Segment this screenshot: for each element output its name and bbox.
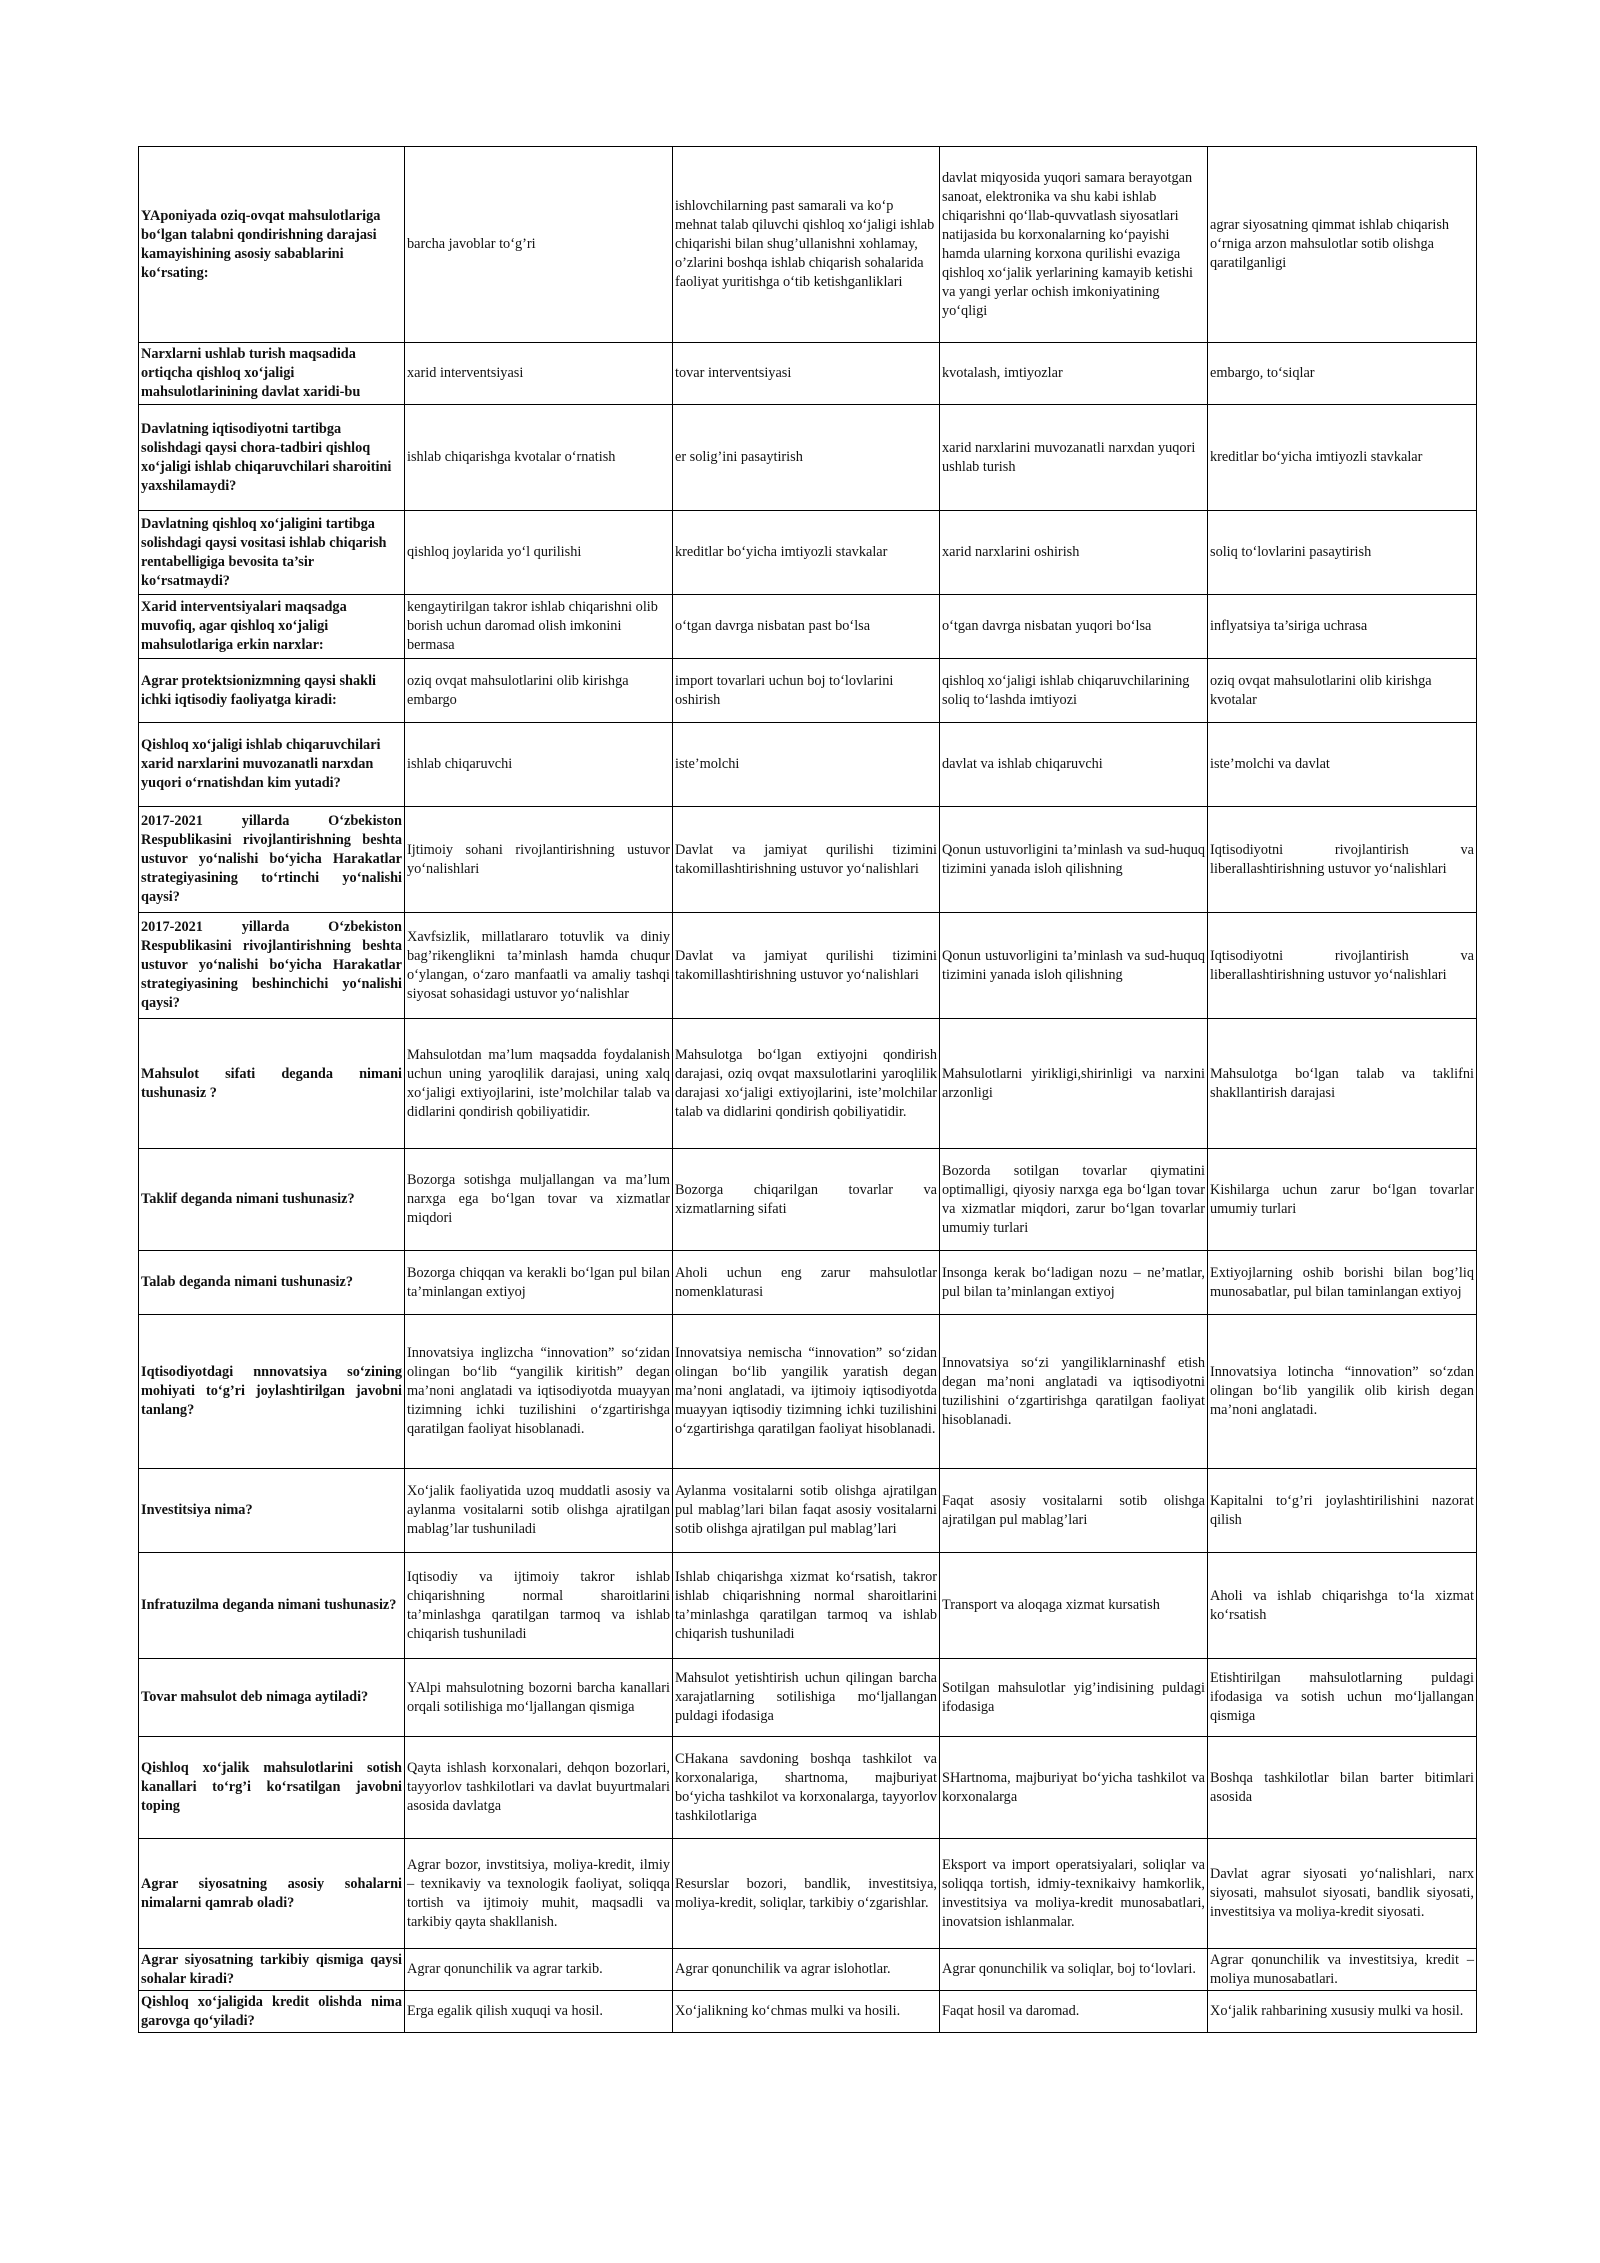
answer-cell: Transport va aloqaga xizmat kursatish <box>940 1553 1208 1659</box>
answer-cell: inflyatsiya ta’siriga uchrasa <box>1208 595 1477 659</box>
table-row <box>139 913 1477 1019</box>
answer-cell: embargo, to‘siqlar <box>1208 343 1477 405</box>
answer-cell: Mahsulotga bo‘lgan talab va taklifni shakllantirish darajasi <box>1208 1019 1477 1149</box>
answer-cell: Agrar qonunchilik va agrar islohotlar. <box>673 1949 940 1991</box>
answer-cell: Qayta ishlash korxonalari, dehqon bozorlari, tayyorlov tashkilotlari va davlat buyurtmalari asosida davlatga <box>405 1737 673 1839</box>
table-row <box>139 1251 1477 1315</box>
answer-cell: Innovatsiya lotincha “innovation” so‘zdan olingan bo‘lib yangilik olib kirish degan ma’noni anglatadi. <box>1208 1315 1477 1469</box>
question-cell: Qishloq xo‘jaligi ishlab chiqaruvchilari xarid narxlarini muvozanatli narxdan yuqori o‘rnatishdan kim yutadi? <box>139 723 405 807</box>
question-cell: Investitsiya nima? <box>139 1469 405 1553</box>
table-row <box>139 405 1477 511</box>
answer-cell: xarid narxlarini oshirish <box>940 511 1208 595</box>
answer-cell: Faqat asosiy vositalarni sotib olishga ajratilgan pul mablag’lari <box>940 1469 1208 1553</box>
answer-cell: iste’molchi va davlat <box>1208 723 1477 807</box>
answer-cell: Xo‘jalik faoliyatida uzoq muddatli asosiy va aylanma vositalarni sotib olishga ajratilgan mablag’lar tushuniladi <box>405 1469 673 1553</box>
answer-cell: kreditlar bo‘yicha imtiyozli stavkalar <box>673 511 940 595</box>
answer-cell: kengaytirilgan takror ishlab chiqarishni olib borish uchun daromad olish imkonini bermasa <box>405 595 673 659</box>
question-cell: 2017-2021 yillarda O‘zbekiston Respublikasini rivojlantirishning beshta ustuvor yo‘nalishi bo‘yicha Harakatlar strategiyasining beshinchichi yo‘nalishi qaysi? <box>139 913 405 1019</box>
answer-cell: oziq ovqat mahsulotlarini olib kirishga embargo <box>405 659 673 723</box>
answer-cell: qishloq xo‘jaligi ishlab chiqaruvchilarining soliq to‘lashda imtiyozi <box>940 659 1208 723</box>
answer-cell: Agrar qonunchilik va soliqlar, boj to‘lovlari. <box>940 1949 1208 1991</box>
answer-cell: Mahsulotga bo‘lgan extiyojni qondirish darajasi, oziq ovqat maxsulotlarini yaroqlilik darajasi xo‘jaligi extiyojlarini, iste’molchilar talab va didlarini qondirish qobiliyatidir. <box>673 1019 940 1149</box>
answer-cell: Innovatsiya inglizcha “innovation” so‘zidan olingan bo‘lib “yangilik kiritish” degan ma’noni anglatadi va iqtisodiyotda muayyan tizimning ichki tuzilishini o‘zgartirishga qaratilgan faoliyat hisoblanadi. <box>405 1315 673 1469</box>
table-row <box>139 723 1477 807</box>
answer-cell: Kishilarga uchun zarur bo‘lgan tovarlar umumiy turlari <box>1208 1149 1477 1251</box>
answer-cell: Insonga kerak bo‘ladigan nozu – ne’matlar, pul bilan ta’minlangan extiyoj <box>940 1251 1208 1315</box>
table-row <box>139 595 1477 659</box>
table-row <box>139 807 1477 913</box>
answer-cell: Agrar qonunchilik va agrar tarkib. <box>405 1949 673 1991</box>
question-cell: YAponiyada oziq-ovqat mahsulotlariga bo‘lgan talabni qondirishning darajasi kamayishining asosiy sabablarini ko‘rsating: <box>139 147 405 343</box>
answer-cell: o‘tgan davrga nisbatan past bo‘lsa <box>673 595 940 659</box>
table-row <box>139 1949 1477 1991</box>
answer-cell: Aylanma vositalarni sotib olishga ajratilgan pul mablag’lari bilan faqat asosiy vositalarni sotib olishga ajratilgan pul mablag’lari <box>673 1469 940 1553</box>
answer-cell: Eksport va import operatsiyalari, soliqlar va soliqqa tortish, idmiy-texnikaivy hamkorlik, investitsiya va moliya-kredit munosabatlari, inovatsion ishlanmalar. <box>940 1839 1208 1949</box>
answer-cell: Sotilgan mahsulotlar yig’indisining puldagi ifodasiga <box>940 1659 1208 1737</box>
table-row <box>139 511 1477 595</box>
question-cell: Agrar protektsionizmning qaysi shakli ichki iqtisodiy faoliyatga kiradi: <box>139 659 405 723</box>
answer-cell: Agrar qonunchilik va investitsiya, kredit – moliya munosabatlari. <box>1208 1949 1477 1991</box>
table-row <box>139 1019 1477 1149</box>
question-cell: Iqtisodiyotdagi nnnovatsiya so‘zining mohiyati to‘g’ri joylashtirilgan javobni tanlang? <box>139 1315 405 1469</box>
table-row <box>139 1553 1477 1659</box>
question-cell: Qishloq xo‘jaligida kredit olishda nima garovga qo‘yiladi? <box>139 1991 405 2033</box>
answer-cell: Kapitalni to‘g’ri joylashtirilishini nazorat qilish <box>1208 1469 1477 1553</box>
answer-cell: Aholi va ishlab chiqarishga to‘la xizmat ko‘rsatish <box>1208 1553 1477 1659</box>
answer-cell: YAlpi mahsulotning bozorni barcha kanallari orqali sotilishiga mo‘ljallangan qismiga <box>405 1659 673 1737</box>
question-cell: Qishloq xo‘jalik mahsulotlarini sotish kanallari to‘rg’i ko‘rsatilgan javobni toping <box>139 1737 405 1839</box>
table-row <box>139 147 1477 343</box>
answer-cell: Xavfsizlik, millatlararo totuvlik va diniy bag’rikenglikni ta’minlash hamda chuqur o‘ylangan, o‘zaro manfaatli va amaliy tashqi siyosat sohasidagi ustuvor yo‘nalishlar <box>405 913 673 1019</box>
answer-cell: Erga egalik qilish xuquqi va hosil. <box>405 1991 673 2033</box>
answer-cell: Mahsulotlarni yirikligi,shirinligi va narxini arzonligi <box>940 1019 1208 1149</box>
table-row <box>139 1659 1477 1737</box>
answer-cell: Bozorda sotilgan tovarlar qiymatini optimalligi, qiyosiy narxga ega bo‘lgan tovar va xizmatlar miqdori, zarur bo‘lgan tovarlar umumiy turlari <box>940 1149 1208 1251</box>
question-cell: 2017-2021 yillarda O‘zbekiston Respublikasini rivojlantirishning beshta ustuvor yo‘nalishi bo‘yicha Harakatlar strategiyasining to‘rtinchi yo‘nalishi qaysi? <box>139 807 405 913</box>
answer-cell: Extiyojlarning oshib borishi bilan bog’liq munosabatlar, pul bilan taminlangan extiyoj <box>1208 1251 1477 1315</box>
table-row <box>139 1469 1477 1553</box>
answer-cell: CHakana savdoning boshqa tashkilot va korxonalariga, shartnoma, majburiyat bo‘yicha tashkilot va korxonalarga, tayyorlov tashkilotlariga <box>673 1737 940 1839</box>
answer-cell: o‘tgan davrga nisbatan yuqori bo‘lsa <box>940 595 1208 659</box>
answer-cell: Agrar bozor, invstitsiya, moliya-kredit, ilmiy – texnikaviy va texnologik faoliyat, soliqqa tortish va ijtimoiy muhit, maqsadli va tarkibiy qayta shakllanish. <box>405 1839 673 1949</box>
question-cell: Davlatning iqtisodiyotni tartibga solishdagi qaysi chora-tadbiri qishloq xo‘jaligi ishlab chiqaruvchilari sharoitini yaxshilamaydi? <box>139 405 405 511</box>
answer-cell: davlat va ishlab chiqaruvchi <box>940 723 1208 807</box>
document-page <box>138 146 1476 2033</box>
answer-cell: Bozorga chiqqan va kerakli bo‘lgan pul bilan ta’minlangan extiyoj <box>405 1251 673 1315</box>
answer-cell: Davlat va jamiyat qurilishi tizimini takomillashtirishning ustuvor yo‘nalishlari <box>673 807 940 913</box>
answer-cell: xarid narxlarini muvozanatli narxdan yuqori ushlab turish <box>940 405 1208 511</box>
answer-cell: ishlab chiqaruvchi <box>405 723 673 807</box>
question-cell: Agrar siyosatning asosiy sohalarni nimalarni qamrab oladi? <box>139 1839 405 1949</box>
question-cell: Tovar mahsulot deb nimaga aytiladi? <box>139 1659 405 1737</box>
table-row <box>139 343 1477 405</box>
answer-cell: Xo‘jalik rahbarining xususiy mulki va hosil. <box>1208 1991 1477 2033</box>
answer-cell: davlat miqyosida yuqori samara berayotgan sanoat, elektronika va shu kabi ishlab chiqarishni qo‘llab-quvvatlash siyosatlari natijasida bu korxonalarning ko‘payishi hamda ularning korxona qurilishi evaziga qishloq xo‘jalik yerlarining kamayib ketishi va yangi yerlar ochish imkoniyatining yo‘qligi <box>940 147 1208 343</box>
answer-cell: ishlovchilarning past samarali va ko‘p mehnat talab qiluvchi qishloq xo‘jaligi ishlab chiqarishi bilan shug’ullanishni xohlamay, o’zlarini boshqa ishlab chiqarish sohalarida faoliyat yuritishga o‘tib ketishganliklari <box>673 147 940 343</box>
answer-cell: Qonun ustuvorligini ta’minlash va sud-huquq tizimini yanada isloh qilishning <box>940 913 1208 1019</box>
question-cell: Narxlarni ushlab turish maqsadida ortiqcha qishloq xo‘jaligi mahsulotlarinining davlat xaridi-bu <box>139 343 405 405</box>
question-cell: Taklif deganda nimani tushunasiz? <box>139 1149 405 1251</box>
answer-cell: Boshqa tashkilotlar bilan barter bitimlari asosida <box>1208 1737 1477 1839</box>
question-cell: Infratuzilma deganda nimani tushunasiz? <box>139 1553 405 1659</box>
answer-cell: Aholi uchun eng zarur mahsulotlar nomenklaturasi <box>673 1251 940 1315</box>
answer-cell: xarid interventsiyasi <box>405 343 673 405</box>
question-cell: Davlatning qishloq xo‘jaligini tartibga solishdagi qaysi vositasi ishlab chiqarish rentabelligiga bevosita ta’sir ko‘rsatmaydi? <box>139 511 405 595</box>
answer-cell: tovar interventsiyasi <box>673 343 940 405</box>
question-cell: Xarid interventsiyalari maqsadga muvofiq, agar qishloq xo‘jaligi mahsulotlariga erkin narxlar: <box>139 595 405 659</box>
answer-cell: Ijtimoiy sohani rivojlantirishning ustuvor yo‘nalishlari <box>405 807 673 913</box>
table-row <box>139 1839 1477 1949</box>
table-row <box>139 1991 1477 2033</box>
answer-cell: er solig’ini pasaytirish <box>673 405 940 511</box>
answer-cell: Mahsulot yetishtirish uchun qilingan barcha xarajatlarning sotilishiga mo‘ljallangan puldagi ifodasiga <box>673 1659 940 1737</box>
answer-cell: Bozorga sotishga muljallangan va ma’lum narxga ega bo‘lgan tovar va xizmatlar miqdori <box>405 1149 673 1251</box>
answer-cell: iste’molchi <box>673 723 940 807</box>
answer-cell: Innovatsiya nemischa “innovation” so‘zidan olingan bo‘lib yangilik yaratish degan ma’noni anglatadi, va ijtimoiy iqtisodiyotda muayyan iqtisodiy tizimning ichki tuzilishini o‘zgartirishga qaratilgan faoliyat hisoblanadi. <box>673 1315 940 1469</box>
answer-cell: Xo‘jalikning ko‘chmas mulki va hosili. <box>673 1991 940 2033</box>
answer-cell: Iqtisodiyotni rivojlantirish va liberallashtirishning ustuvor yo‘nalishlari <box>1208 807 1477 913</box>
answer-cell: SHartnoma, majburiyat bo‘yicha tashkilot va korxonalarga <box>940 1737 1208 1839</box>
table-row <box>139 1737 1477 1839</box>
answer-cell: Bozorga chiqarilgan tovarlar va xizmatlarning sifati <box>673 1149 940 1251</box>
answer-cell: Innovatsiya so‘zi yangiliklarninashf etish degan ma’noni anglatadi va iqtisodiyotni tuzilishini o‘zgartirishga qaratilgan faoliyat hisoblanadi. <box>940 1315 1208 1469</box>
answer-cell: Faqat hosil va daromad. <box>940 1991 1208 2033</box>
answer-cell: import tovarlari uchun boj to‘lovlarini oshirish <box>673 659 940 723</box>
question-cell: Agrar siyosatning tarkibiy qismiga qaysi sohalar kiradi? <box>139 1949 405 1991</box>
answer-cell: kreditlar bo‘yicha imtiyozli stavkalar <box>1208 405 1477 511</box>
answer-cell: Ishlab chiqarishga xizmat ko‘rsatish, takror ishlab chiqarishning normal sharoitlarini ta’minlashga qaratilgan tarmoq va ishlab chiqarish tushuniladi <box>673 1553 940 1659</box>
answer-cell: barcha javoblar to‘g’ri <box>405 147 673 343</box>
answer-cell: Mahsulotdan ma’lum maqsadda foydalanish uchun uning yaroqlilik darajasi, uning xalq xo‘jaligi extiyojlarini, iste’molchilar talab va didlarini qondirish qobiliyatidir. <box>405 1019 673 1149</box>
answer-cell: qishloq joylarida yo‘l qurilishi <box>405 511 673 595</box>
table-row <box>139 1149 1477 1251</box>
answer-cell: soliq to‘lovlarini pasaytirish <box>1208 511 1477 595</box>
answer-cell: ishlab chiqarishga kvotalar o‘rnatish <box>405 405 673 511</box>
answer-cell: Davlat agrar siyosati yo‘nalishlari, narx siyosati, mahsulot siyosati, bandlik siyosati, investitsiya va moliya-kredit siyosati. <box>1208 1839 1477 1949</box>
answer-cell: agrar siyosatning qimmat ishlab chiqarish o‘rniga arzon mahsulotlar sotib olishga qaratilganligi <box>1208 147 1477 343</box>
answer-cell: Resurslar bozori, bandlik, investitsiya, moliya-kredit, soliqlar, tarkibiy o‘zgarishlar. <box>673 1839 940 1949</box>
answer-cell: Davlat va jamiyat qurilishi tizimini takomillashtirishning ustuvor yo‘nalishlari <box>673 913 940 1019</box>
answer-cell: Etishtirilgan mahsulotlarning puldagi ifodasiga va sotish uchun mo‘ljallangan qismiga <box>1208 1659 1477 1737</box>
answer-cell: Qonun ustuvorligini ta’minlash va sud-huquq tizimini yanada isloh qilishning <box>940 807 1208 913</box>
answer-cell: oziq ovqat mahsulotlarini olib kirishga kvotalar <box>1208 659 1477 723</box>
answer-cell: Iqtisodiyotni rivojlantirish va liberallashtirishning ustuvor yo‘nalishlari <box>1208 913 1477 1019</box>
question-cell: Mahsulot sifati deganda nimani tushunasiz ? <box>139 1019 405 1149</box>
table-row <box>139 659 1477 723</box>
answer-cell: kvotalash, imtiyozlar <box>940 343 1208 405</box>
answer-cell: Iqtisodiy va ijtimoiy takror ishlab chiqarishning normal sharoitlarini ta’minlashga qaratilgan tarmoq va ishlab chiqarish tushuniladi <box>405 1553 673 1659</box>
quiz-table <box>138 146 1477 2033</box>
table-row <box>139 1315 1477 1469</box>
question-cell: Talab deganda nimani tushunasiz? <box>139 1251 405 1315</box>
